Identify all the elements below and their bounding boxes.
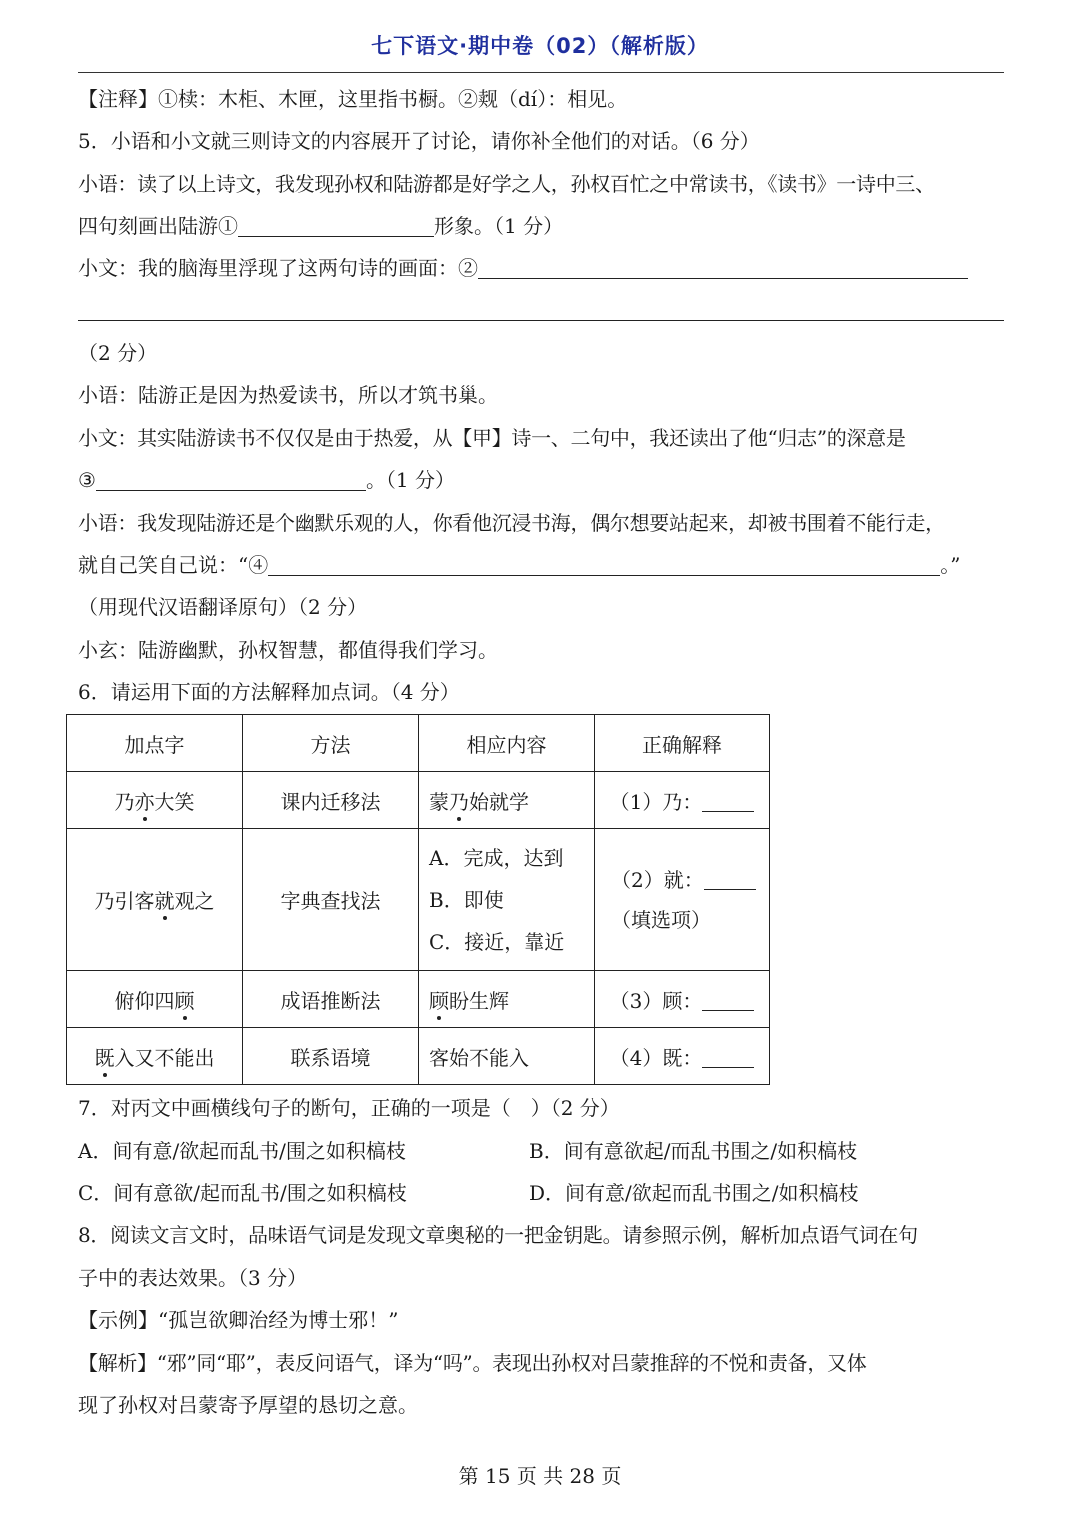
word-text: 乃引客 — [94, 889, 155, 913]
table-header-cell: 正确解释 — [595, 715, 770, 772]
method-cell: 课内迁移法 — [243, 772, 419, 829]
q8-stem-line-2: 子中的表达效果。（3 分） — [78, 1266, 308, 1290]
method-cell: 成语推断法 — [243, 971, 419, 1028]
q8-example: 【示例】“孤岂欲卿治经为博士邪！” — [78, 1308, 399, 1332]
word-text: 乃 — [114, 789, 135, 814]
content-text: 始就学 — [469, 789, 529, 814]
table-header-cell: 方法 — [243, 715, 419, 772]
dotted-word-cell — [67, 829, 243, 971]
answer-blank-3[interactable] — [96, 470, 366, 491]
q5-line-5: 小语：陆游正是因为热爱读书，所以才筑书巢。 — [78, 383, 498, 407]
dotted-char: 顾 — [175, 985, 195, 1014]
table-header-cell: 加点字 — [67, 715, 243, 772]
content-text: 客始不能入 — [429, 1045, 529, 1070]
q5-line-11: 小玄：陆游幽默，孙权智慧，都值得我们学习。 — [78, 638, 498, 662]
table-row — [67, 1028, 770, 1085]
q5-line-7 — [78, 466, 455, 494]
option-a: A．完成，达到 — [429, 845, 564, 870]
word-text: 入又不能出 — [114, 1045, 215, 1070]
q5-line-3 — [78, 254, 968, 282]
content-text: 蒙 — [429, 789, 449, 814]
dotted-word-cell — [67, 971, 243, 1028]
answer-blank[interactable] — [702, 992, 754, 1011]
q5-line-3-pre: 小文：我的脑海里浮现了这两句诗的画面：② — [78, 256, 478, 280]
answer-blank[interactable] — [702, 1049, 754, 1068]
answer-cell — [595, 829, 770, 971]
answer-blank-2-continuation[interactable] — [78, 320, 1004, 321]
page-number: 第 15 页 共 28 页 — [458, 1464, 622, 1488]
table-row — [67, 772, 770, 829]
q5-line-6: 小文：其实陆游读书不仅仅是由于热爱，从【甲】诗一、二句中，我还读出了他“归志”的深意是 — [78, 426, 906, 450]
word-text: 俯仰四 — [114, 988, 175, 1013]
q8-analysis-line-2: 现了孙权对吕蒙寄予厚望的恳切之意。 — [78, 1393, 418, 1417]
table-row — [67, 829, 770, 971]
q8-analysis-line-1: 【解析】“邪”同“耶”，表反问语气，译为“吗”。表现出孙权对吕蒙推辞的不悦和责备，又体 — [78, 1351, 867, 1375]
q5-line-10: （用现代汉语翻译原句）（2 分） — [78, 595, 368, 619]
q5-stem: 5．小语和小文就三则诗文的内容展开了讨论，请你补全他们的对话。（6 分） — [78, 129, 760, 153]
dotted-char: 既 — [95, 1042, 115, 1071]
dotted-char: 就 — [155, 885, 175, 914]
q6-stem: 6．请运用下面的方法解释加点词。（4 分） — [78, 680, 460, 704]
dotted-char: 顾 — [429, 985, 449, 1014]
content-text: 盼生辉 — [449, 988, 509, 1013]
q5-line-2 — [78, 212, 563, 240]
q8-stem-line-1: 8．阅读文言文时，品味语气词是发现文章奥秘的一把金钥匙。请参照示例，解析加点语气词在句 — [78, 1223, 918, 1247]
header-divider — [78, 72, 1004, 73]
table-header-cell: 相应内容 — [419, 715, 595, 772]
answer-cell — [595, 772, 770, 829]
q5-line-7-post: 。（1 分） — [365, 468, 456, 492]
word-text: 大笑 — [154, 789, 195, 814]
annotation-note: 【注释】①椟：木柜、木匣，这里指书橱。②觌（dí）：相见。 — [78, 87, 628, 111]
content-cell — [419, 772, 595, 829]
q7-stem: 7．对丙文中画横线句子的断句，正确的一项是（ ）（2 分） — [78, 1096, 620, 1120]
q5-line-8: 小语：我发现陆游还是个幽默乐观的人，你看他沉浸书海，偶尔想要站起来，却被书围着不能行走， — [78, 511, 945, 535]
answer-label: （1）乃： — [609, 789, 703, 814]
q7-option-c[interactable]: C．间有意欲/起而乱书/围之如积槁枝 — [78, 1181, 407, 1205]
dotted-char: 乃 — [449, 786, 469, 815]
option-c: C．接近，靠近 — [429, 929, 565, 954]
q5-line-2-pre: 四句刻画出陆游① — [78, 214, 238, 238]
q5-line-9-post: 。” — [940, 553, 961, 577]
q5-line-4: （2 分） — [78, 341, 158, 365]
content-cell — [419, 971, 595, 1028]
table-header-row — [67, 715, 770, 772]
content-cell — [419, 829, 595, 971]
answer-note: （填选项） — [611, 907, 711, 932]
dotted-char: 亦 — [135, 786, 155, 815]
answer-label: （4）既： — [609, 1045, 703, 1070]
method-cell: 字典查找法 — [243, 829, 419, 971]
q5-line-2-post: 形象。（1 分） — [434, 214, 564, 238]
answer-cell — [595, 971, 770, 1028]
page-title: 七下语文·期中卷（02）（解析版） — [371, 34, 709, 58]
q5-line-9-pre: 就自己笑自己说：“④ — [78, 553, 269, 577]
answer-blank-2[interactable] — [478, 258, 968, 279]
q7-option-d[interactable]: D．间有意/欲起而乱书围之/如积槁枝 — [529, 1181, 859, 1205]
answer-blank[interactable] — [704, 871, 756, 890]
q5-line-9 — [78, 551, 960, 579]
answer-cell — [595, 1028, 770, 1085]
answer-blank-1[interactable] — [238, 216, 434, 237]
dotted-word-cell — [67, 1028, 243, 1085]
answer-label: （2）就： — [611, 867, 704, 892]
q7-option-a[interactable]: A．间有意/欲起而乱书/围之如积槁枝 — [78, 1139, 406, 1163]
method-table — [66, 714, 770, 1085]
table-row — [67, 971, 770, 1028]
option-b: B．即使 — [429, 887, 504, 912]
q5-line-1: 小语：读了以上诗文，我发现孙权和陆游都是好学之人，孙权百忙之中常读书，《读书》一诗中三、 — [78, 172, 935, 196]
answer-blank[interactable] — [702, 793, 754, 812]
q7-option-b[interactable]: B．间有意欲起/而乱书围之/如积槁枝 — [529, 1139, 858, 1163]
answer-blank-4[interactable] — [268, 555, 940, 576]
method-cell: 联系语境 — [243, 1028, 419, 1085]
content-cell — [419, 1028, 595, 1085]
q5-line-7-pre: ③ — [78, 468, 96, 492]
answer-label: （3）顾： — [609, 988, 703, 1013]
word-text: 观之 — [174, 889, 215, 913]
dotted-word-cell — [67, 772, 243, 829]
